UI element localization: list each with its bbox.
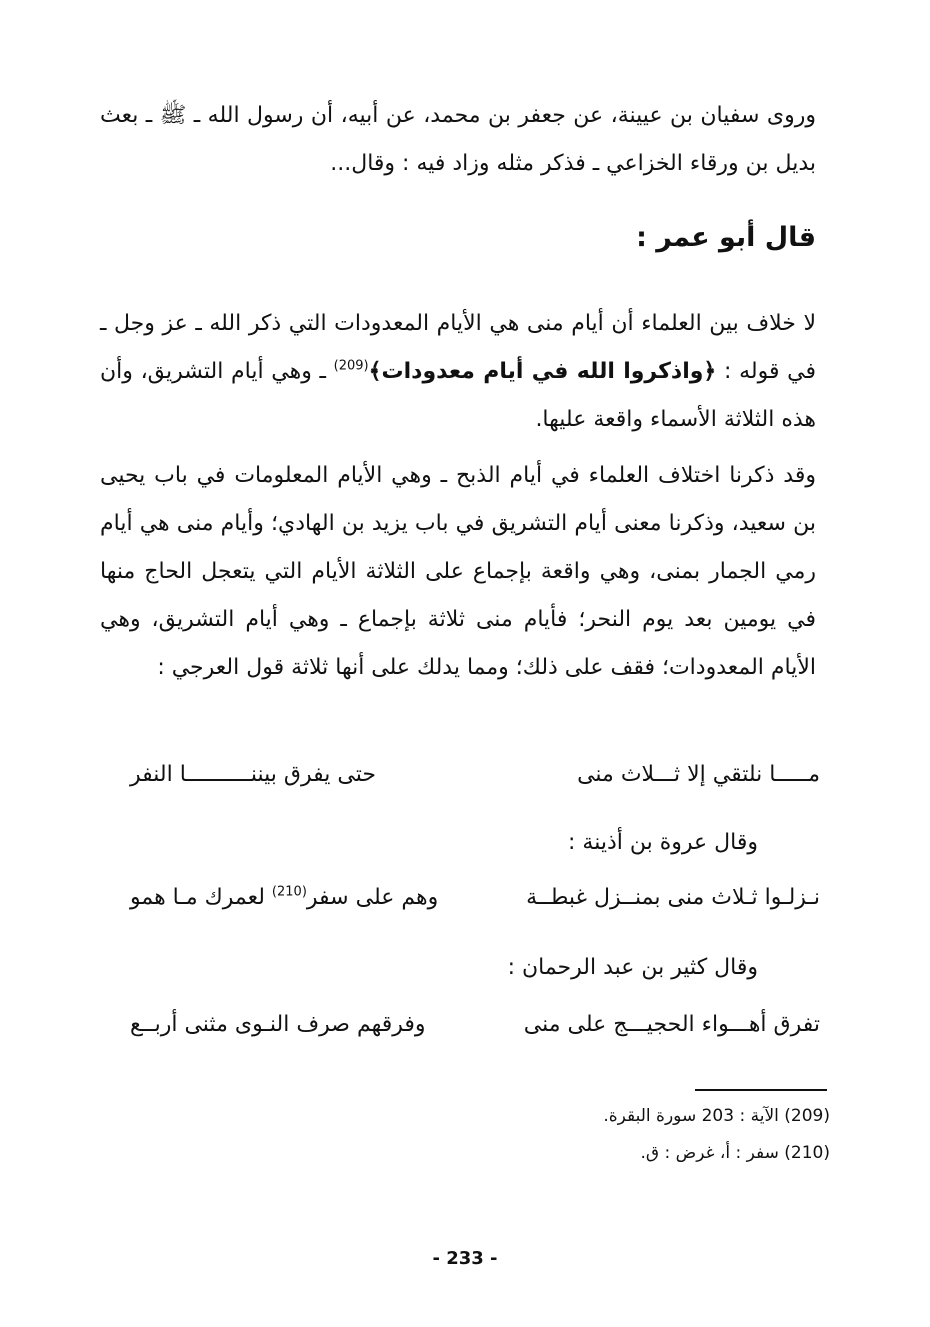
poem-verse-1 — [130, 762, 820, 802]
poem-verse-3 — [130, 1012, 820, 1052]
footnote-210: (210) سفر : أ، غرض : ق. — [640, 1143, 830, 1163]
verse-2-hemistich-2-post: لعمرك مـا همو — [130, 885, 265, 910]
footnote-209: (209) الآية : 203 سورة البقرة. — [603, 1106, 830, 1126]
verse-2-hemistich-2-pre: وهم على سفر — [306, 885, 439, 910]
verse-1-hemistich-1: مـــــا نلتقي إلا ثـــلاث منى — [577, 762, 820, 787]
footnote-separator — [695, 1089, 827, 1091]
verse-2-hemistich-1: نـزلـوا ثـلاث منى بمنــزل غبطــة — [526, 885, 820, 910]
verse-2-hemistich-2 — [130, 885, 438, 910]
paragraph-ayyam-tashriq: وقد ذكرنا اختلاف العلماء في أيام الذبح ـ وهي الأيام المعلومات في باب يحيى بن سعيد، وذكرنا معنى أيام التشريق في باب يزيد بن الهادي؛ وأيام منى هي أيام رمي الجمار بمنى، وهي واقعة بإجماع على الثلاثة الأيام التي يتعجل الحاج منها في يومين بعد يوم النحر؛ فأيام منى ثلاثة بإجماع ـ وهي أيام التشريق، وهي الأيام المعدودات؛ فقف على ذلك؛ ومما يدلك على أنها ثلاثة قول العرجي : — [100, 463, 816, 680]
footnote-ref-209: (209) — [333, 358, 369, 374]
poet-intro-kuthayyir: وقال كثير بن عبد الرحمان : — [507, 955, 758, 980]
verse-3-hemistich-1: تفرق أهـــواء الحجيـــج على منى — [523, 1012, 820, 1037]
verse-1-hemistich-2: حتى يفرق بيننــــــــــا النفر — [130, 762, 376, 787]
paragraph-2-part-b: ـ وهي أيام التشريق، وأن هذه الثلاثة الأسماء واقعة عليها. — [100, 359, 816, 432]
footnote-ref-210: (210) — [271, 884, 307, 900]
section-heading: قال أبو عمر : — [636, 222, 816, 253]
paragraph-ayyam-mina — [100, 300, 816, 444]
quran-quote: ﴿واذكروا الله في أيام معدودات﴾ — [368, 359, 717, 384]
verse-3-hemistich-2: وفرقهم صرف النـوى مثنى أربــع — [130, 1012, 426, 1037]
poem-verse-2 — [130, 885, 820, 925]
page-number: - 233 - — [432, 1248, 498, 1269]
paragraph-narration: وروى سفيان بن عيينة، عن جعفر بن محمد، عن أبيه، أن رسول الله ـ ﷺ ـ بعث بديل بن ورقاء الخزاعي ـ فذكر مثله وزاد فيه : وقال... — [100, 103, 816, 176]
poet-intro-urwa: وقال عروة بن أذينة : — [568, 830, 758, 855]
paragraph-2-part-a: لا خلاف بين العلماء أن أيام منى هي الأيام المعدودات التي ذكر الله ـ عز وجل ـ في قوله : — [100, 311, 816, 384]
